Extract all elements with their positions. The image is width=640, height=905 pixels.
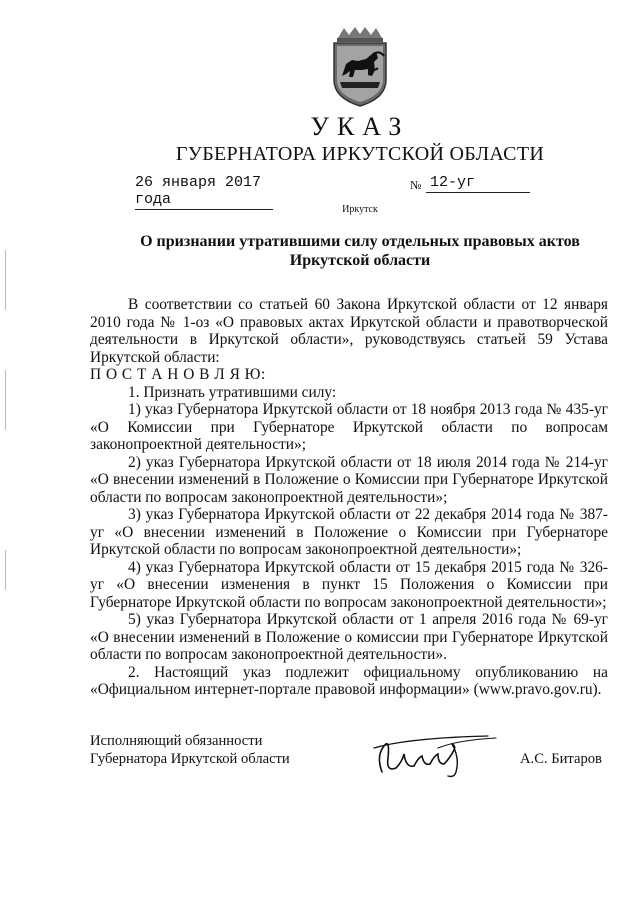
document-number: 12-уг xyxy=(426,174,530,193)
list-item: 1) указ Губернатора Иркутской области от 18 ноября 2013 года № 435-уг «О Комиссии при Губернаторе Иркутской области по вопросам законопроектной деятельности»; xyxy=(90,401,608,453)
list-item: 4) указ Губернатора Иркутской области от 15 декабря 2015 года № 326-уг «О внесении изменения в пункт 15 Положения о Комиссии при Губернаторе Иркутской области по вопросам законопроектной деятельности»; xyxy=(90,558,608,611)
signatory-position xyxy=(90,733,290,768)
document-subtitle: ГУБЕРНАТОРА ИРКУТСКОЙ ОБЛАСТИ xyxy=(175,143,545,165)
list-item: 5) указ Губернатора Иркутской области от 1 апреля 2016 года № 69-уг «О внесении изменений в Положение о комиссии при Губернаторе Иркутской области по вопросам законопроектной деятельности». xyxy=(90,611,608,663)
point-2: 2. Настоящий указ подлежит официальному опубликованию на «Официальном интернет-портале правовой информации» (www.pravo.gov.ru). xyxy=(90,663,608,698)
position-line-2: Губернатора Иркутской области xyxy=(90,750,290,767)
margin-scan-mark xyxy=(4,250,7,755)
list-item: 2) указ Губернатора Иркутской области от 18 июля 2014 года № 214-уг «О внесении изменений в Положение о Комиссии при Губернаторе Иркутской области по вопросам законопроектной деятельности»; xyxy=(90,453,608,506)
handwritten-signature xyxy=(368,728,508,789)
preamble-paragraph: В соответствии со статьей 60 Закона Иркутской области от 12 января 2010 года № 1-оз «О правовых актах Иркутской области и правотворческой деятельности в Иркутской области», руководствуясь статьей 59 Устава Иркутской области: xyxy=(90,296,608,366)
number-label: № xyxy=(410,178,422,192)
heading-line-1: О признании утратившими силу отдельных правовых актов xyxy=(140,233,580,250)
heading-line-2: Иркутской области xyxy=(289,252,431,269)
decree-word: П О С Т А Н О В Л Я Ю: xyxy=(90,366,266,383)
coat-of-arms-icon xyxy=(322,26,398,113)
position-line-1: Исполняющий обязанности xyxy=(90,733,263,749)
document-date: 26 января 2017 года xyxy=(135,174,273,210)
document-city: Иркутск xyxy=(342,204,378,215)
list-item: 3) указ Губернатора Иркутской области от 22 декабря 2014 года № 387-уг «О внесении изменений в Положение о Комиссии при Губернаторе Иркутской области по вопросам законопроектной деятельности»; xyxy=(90,506,608,558)
signatory-name: А.С. Битаров xyxy=(520,751,602,767)
document-title: УКАЗ xyxy=(310,112,410,141)
point-1: 1. Признать утратившими силу: xyxy=(128,383,337,401)
document-body xyxy=(90,296,608,699)
document-heading xyxy=(120,232,600,270)
